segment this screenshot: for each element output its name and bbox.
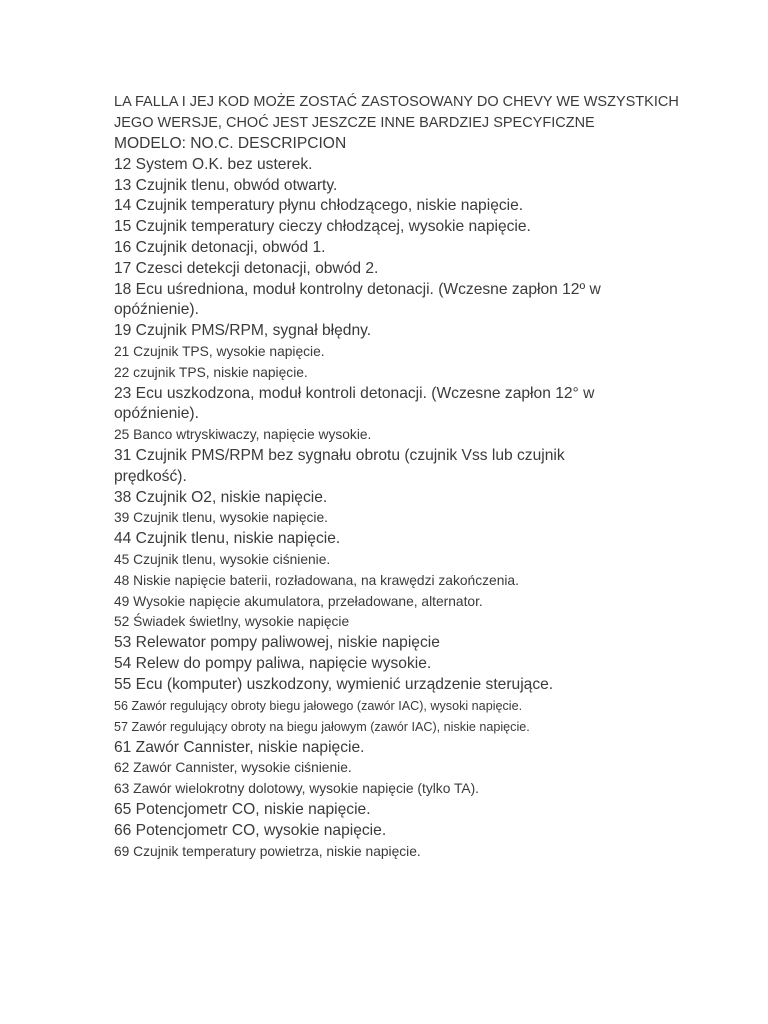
code-line: 65 Potencjometr CO, niskie napięcie. — [114, 800, 371, 818]
code-line: 56 Zawór regulujący obroty biegu jałowego (zawór IAC), wysoki napięcie. — [114, 698, 523, 713]
code-line: 15 Czujnik temperatury cieczy chłodzącej, wysokie napięcie. — [114, 218, 531, 236]
code-line: 21 Czujnik TPS, wysokie napięcie. — [114, 343, 325, 359]
code-line: 25 Banco wtryskiwaczy, napięcie wysokie. — [114, 427, 372, 443]
document-body — [114, 92, 714, 862]
code-line: 38 Czujnik O2, niskie napięcie. — [114, 488, 328, 506]
code-line: 62 Zawór Cannister, wysokie ciśnienie. — [114, 760, 352, 776]
code-line: 39 Czujnik tlenu, wysokie napięcie. — [114, 510, 328, 526]
code-line: 48 Niskie napięcie baterii, rozładowana, na krawędzi zakończenia. — [114, 572, 519, 588]
code-line: 45 Czujnik tlenu, wysokie ciśnienie. — [114, 551, 331, 567]
code-line: 52 Świadek świetlny, wysokie napięcie — [114, 614, 350, 630]
intro-line-2: JEGO WERSJE, CHOĆ JEST JESZCZE INNE BARDZIEJ SPECYFICZNE — [114, 115, 595, 131]
code-line: 53 Relewator pompy paliwowej, niskie napięcie — [114, 634, 440, 652]
code-line: 18 Ecu uśredniona, moduł kontrolny detonacji. (Wczesne zapłon 12º w — [114, 280, 601, 298]
code-line: 14 Czujnik temperatury płynu chłodzącego, niskie napięcie. — [114, 197, 524, 215]
code-line-continuation: prędkość). — [114, 467, 187, 485]
code-line: 12 System O.K. bez usterek. — [114, 155, 313, 173]
code-line: 13 Czujnik tlenu, obwód otwarty. — [114, 176, 338, 194]
code-line: 31 Czujnik PMS/RPM bez sygnału obrotu (czujnik Vss lub czujnik — [114, 446, 565, 464]
code-line: 17 Czesci detekcji detonacji, obwód 2. — [114, 259, 379, 277]
code-line: 69 Czujnik temperatury powietrza, niskie napięcie. — [114, 843, 421, 859]
intro-line-1: LA FALLA I JEJ KOD MOŻE ZOSTAĆ ZASTOSOWANY DO CHEVY WE WSZYSTKICH — [114, 94, 679, 110]
code-line-continuation: opóźnienie). — [114, 301, 199, 319]
code-line: 23 Ecu uszkodzona, moduł kontroli detonacji. (Wczesne zapłon 12° w — [114, 384, 595, 402]
code-line: 19 Czujnik PMS/RPM, sygnał błędny. — [114, 322, 372, 340]
code-line: 44 Czujnik tlenu, niskie napięcie. — [114, 530, 341, 548]
code-line: 57 Zawór regulujący obroty na biegu jałowym (zawór IAC), niskie napięcie. — [114, 719, 530, 734]
code-line: 63 Zawór wielokrotny dolotowy, wysokie napięcie (tylko TA). — [114, 781, 479, 797]
table-header: MODELO: NO.C. DESCRIPCION — [114, 135, 347, 152]
code-line: 55 Ecu (komputer) uszkodzony, wymienić urządzenie sterujące. — [114, 675, 554, 693]
code-line: 16 Czujnik detonacji, obwód 1. — [114, 238, 326, 256]
code-line: 49 Wysokie napięcie akumulatora, przeładowane, alternator. — [114, 593, 483, 609]
code-line: 54 Relew do pompy paliwa, napięcie wysokie. — [114, 654, 432, 672]
code-line: 61 Zawór Cannister, niskie napięcie. — [114, 738, 365, 756]
code-line-continuation: opóźnienie). — [114, 405, 199, 423]
code-line: 22 czujnik TPS, niskie napięcie. — [114, 364, 308, 380]
code-line: 66 Potencjometr CO, wysokie napięcie. — [114, 821, 387, 839]
